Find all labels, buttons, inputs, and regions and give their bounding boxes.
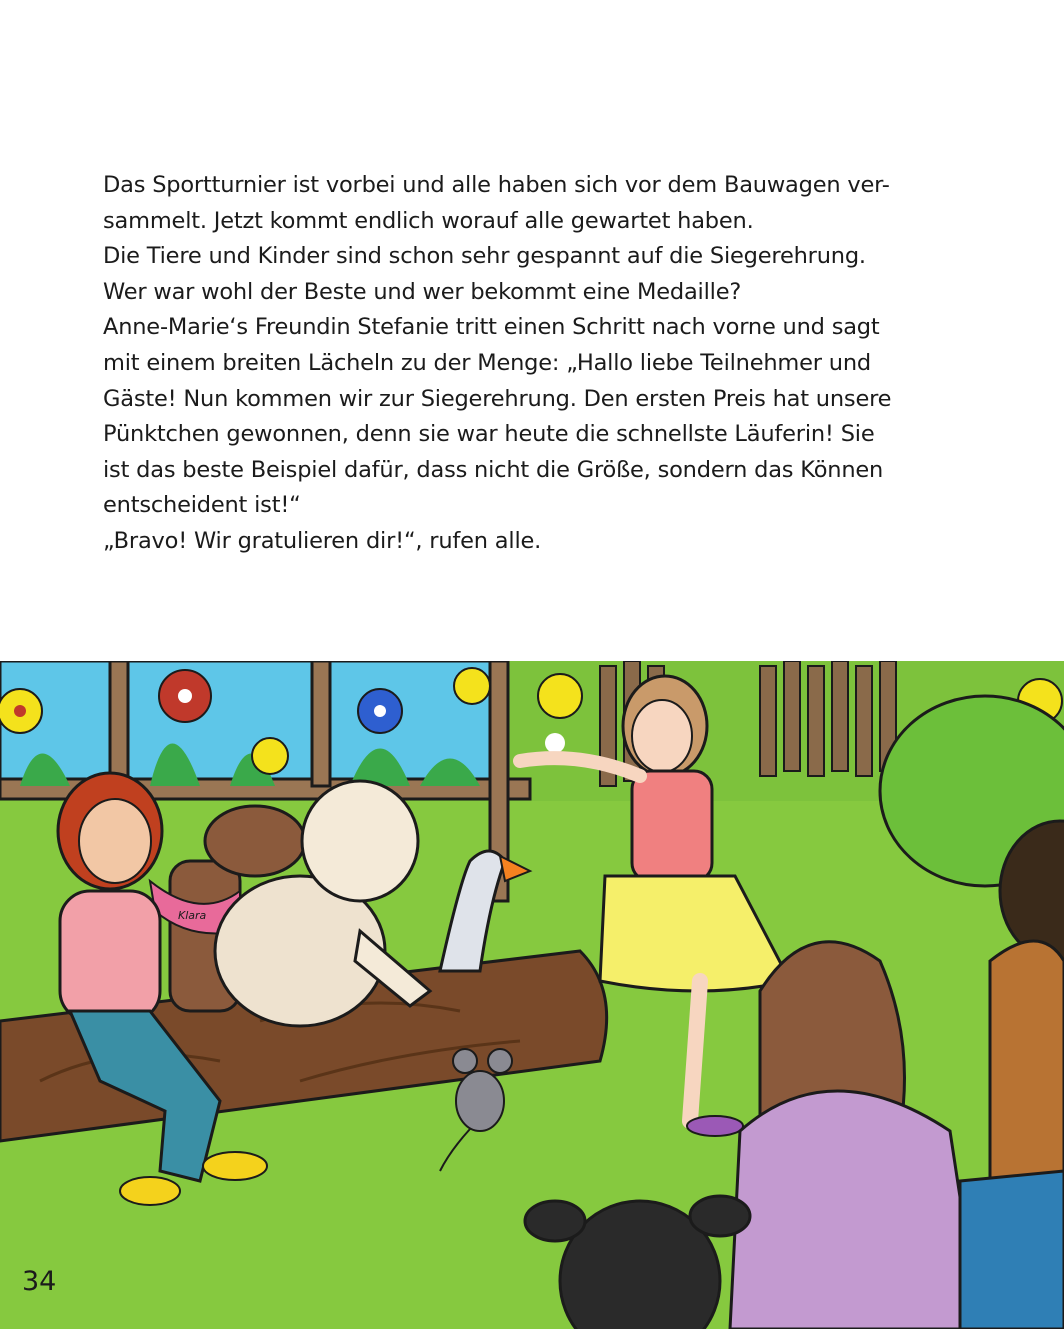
story-line: Anne-Marie‘s Freundin Stefanie tritt einen Schritt nach vorne und sagt xyxy=(103,314,880,341)
story-line: ist das beste Beispiel dafür, dass nicht die Größe, sondern das Können xyxy=(103,456,884,483)
story-line: Gäste! Nun kommen wir zur Siegerehrung. Den ersten Preis hat unsere xyxy=(103,385,892,412)
illustration-drawing xyxy=(0,661,1064,1329)
story-line: Die Tiere und Kinder sind schon sehr gespannt auf die Siegerehrung. xyxy=(103,243,866,270)
story-line: Wer war wohl der Beste und wer bekommt eine Medaille? xyxy=(103,278,742,305)
story-line: sammelt. Jetzt kommt endlich worauf alle gewartet haben. xyxy=(103,207,754,234)
scarf-lettering: Klara xyxy=(178,909,207,922)
story-text xyxy=(103,168,983,560)
story-line: Pünktchen gewonnen, denn sie war heute die schnellste Läuferin! Sie xyxy=(103,421,875,448)
story-line: mit einem breiten Lächeln zu der Menge: „Hallo liebe Teilnehmer und xyxy=(103,349,872,376)
illustration xyxy=(0,661,1064,1329)
story-line: Das Sportturnier ist vorbei und alle haben sich vor dem Bauwagen ver- xyxy=(103,172,890,198)
page-number: 34 xyxy=(22,1266,57,1297)
story-line: „Bravo! Wir gratulieren dir!“, rufen alle. xyxy=(103,527,542,554)
story-line: entscheident ist!“ xyxy=(103,492,301,519)
